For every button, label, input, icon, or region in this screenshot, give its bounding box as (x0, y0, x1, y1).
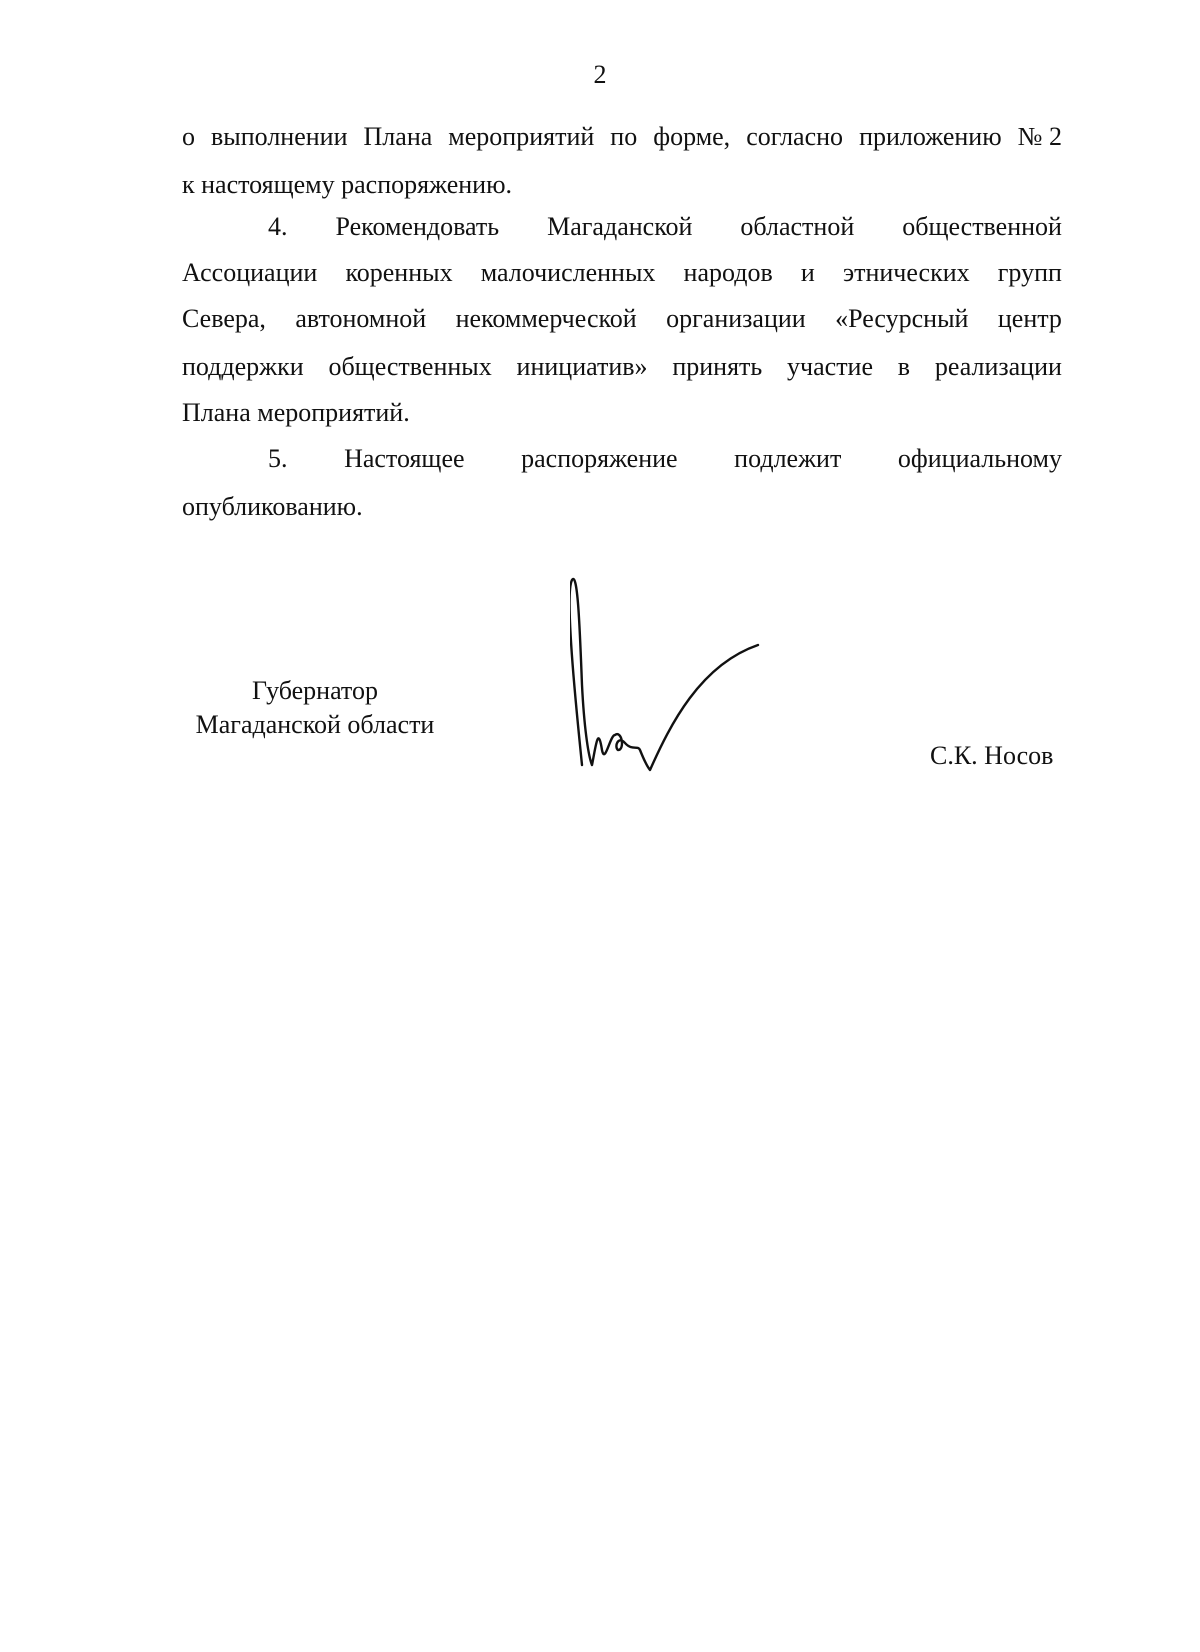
word: областной (740, 212, 855, 241)
word: общественной (902, 212, 1062, 241)
text-line-9: опубликованию. (182, 492, 363, 521)
word: поддержки (182, 352, 304, 381)
page-number: 2 (593, 60, 607, 89)
word: центр (997, 304, 1062, 333)
word: инициатив» (516, 352, 648, 381)
position-line-1: Губернатор (252, 676, 378, 705)
text-line-8 (182, 444, 1062, 474)
signatory-position (160, 674, 470, 742)
word: о (182, 122, 195, 151)
signatory-name: С.К. Носов (930, 741, 1054, 770)
word: и (800, 258, 815, 287)
word: Магаданской (547, 212, 693, 241)
text-line-4 (182, 258, 1062, 288)
word: приложению (859, 122, 1002, 151)
word: коренных (345, 258, 453, 287)
word: выполнении (211, 122, 348, 151)
item-number: 4. (268, 212, 288, 241)
word: Плана (363, 122, 433, 151)
text-line-5 (182, 304, 1062, 334)
word: народов (683, 258, 773, 287)
word: автономной (295, 304, 427, 333)
word: официальному (897, 444, 1062, 473)
word: общественных (328, 352, 492, 381)
handwritten-signature (570, 575, 770, 775)
position-line-2: Магаданской области (195, 710, 435, 739)
word: Рекомендовать (335, 212, 500, 241)
text-line-2: к настоящему распоряжению. (182, 170, 512, 199)
word: распоряжение (521, 444, 678, 473)
word: «Ресурсный (835, 304, 969, 333)
word: реализации (934, 352, 1062, 381)
word: по (610, 122, 638, 151)
word: участие (787, 352, 874, 381)
word: Ассоциации (182, 258, 318, 287)
word: Настоящее (344, 444, 465, 473)
word: мероприятий (448, 122, 595, 151)
text-line-1 (182, 122, 1062, 152)
word: подлежит (734, 444, 842, 473)
text-line-6 (182, 352, 1062, 382)
item-number: 5. (268, 444, 288, 473)
word: согласно (746, 122, 844, 151)
word: некоммерческой (455, 304, 637, 333)
word: форме, (653, 122, 731, 151)
text-line-3 (182, 212, 1062, 242)
text-line-7: Плана мероприятий. (182, 398, 410, 427)
word: Севера, (182, 304, 266, 333)
word: этнических (842, 258, 970, 287)
word: малочисленных (480, 258, 656, 287)
word: принять (672, 352, 763, 381)
word: организации (666, 304, 806, 333)
word: № 2 (1017, 122, 1062, 151)
word: групп (997, 258, 1062, 287)
word: в (897, 352, 911, 381)
